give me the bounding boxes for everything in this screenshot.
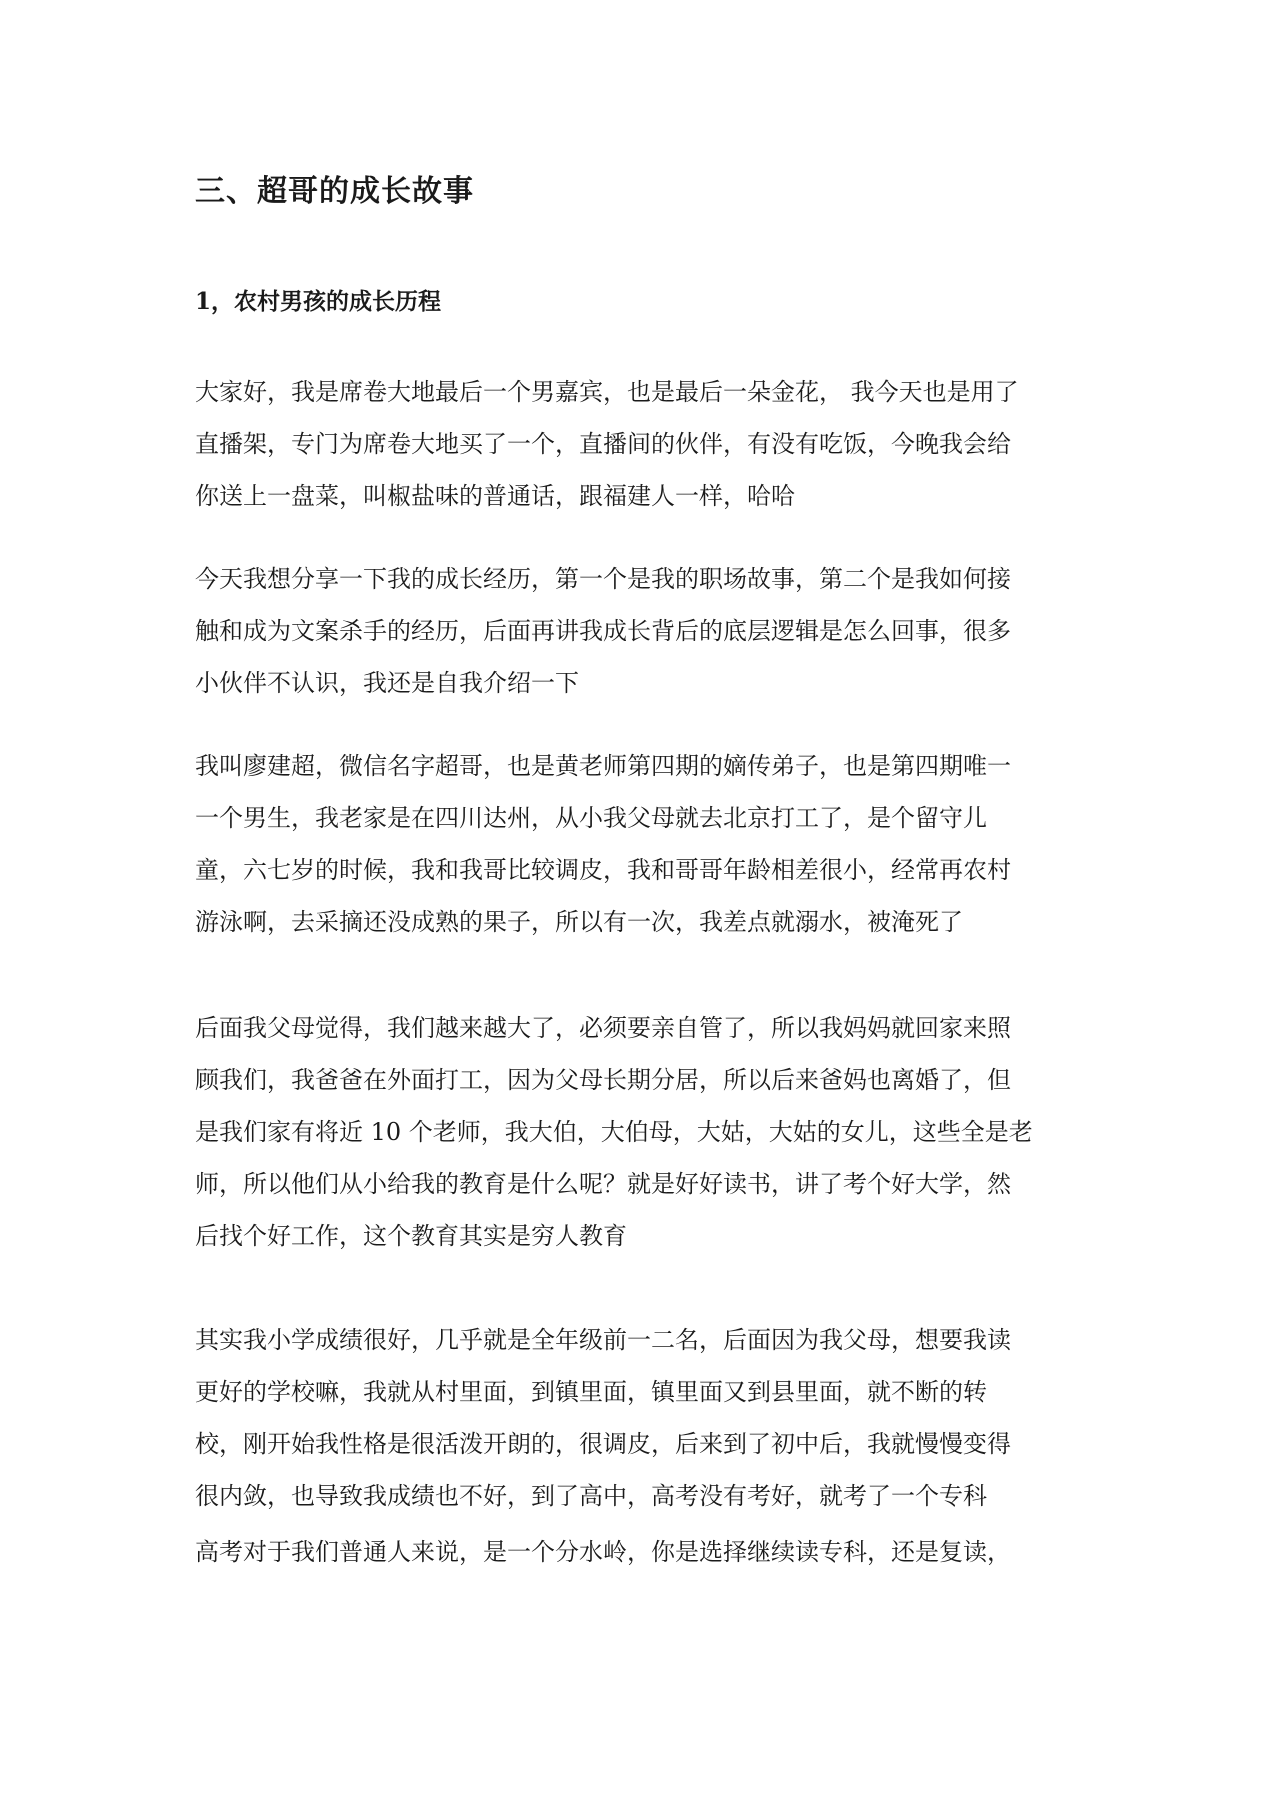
text-line: 大家好，我是席卷大地最后一个男嘉宾，也是最后一朵金花， 我今天也是用了 (195, 378, 1019, 406)
paragraph-family (195, 1002, 1085, 1262)
text-line: 师，所以他们从小给我的教育是什么呢？就是好好读书，讲了考个好大学，然 (195, 1170, 1011, 1198)
paragraph-gaokao (195, 1526, 1085, 1578)
text-line: 直播架，专门为席卷大地买了一个，直播间的伙伴，有没有吃饭，今晚我会给 (195, 430, 1011, 458)
text-line: 很内敛，也导致我成绩也不好，到了高中，高考没有考好，就考了一个专科 (195, 1482, 987, 1510)
text-line: 童，六七岁的时候，我和我哥比较调皮，我和哥哥年龄相差很小，经常再农村 (195, 856, 1011, 884)
text-line: 你送上一盘菜，叫椒盐味的普通话，跟福建人一样，哈哈 (195, 482, 795, 510)
text-line: 高考对于我们普通人来说，是一个分水岭，你是选择继续读专科，还是复读， (195, 1538, 1011, 1566)
paragraph-self-introduction (195, 740, 1085, 948)
text-line: 是我们家有将近 10 个老师，我大伯，大伯母，大姑，大姑的女儿，这些全是老 (195, 1118, 1033, 1146)
paragraph-greeting (195, 366, 1085, 522)
text-line: 其实我小学成绩很好，几乎就是全年级前一二名，后面因为我父母，想要我读 (195, 1326, 1011, 1354)
text-line: 游泳啊，去采摘还没成熟的果子，所以有一次，我差点就溺水，被淹死了 (195, 908, 963, 936)
text-line: 触和成为文案杀手的经历，后面再讲我成长背后的底层逻辑是怎么回事，很多 (195, 617, 1011, 645)
text-line: 更好的学校嘛，我就从村里面，到镇里面，镇里面又到县里面，就不断的转 (195, 1378, 987, 1406)
text-line: 顾我们，我爸爸在外面打工，因为父母长期分居，所以后来爸妈也离婚了，但 (195, 1066, 1011, 1094)
text-line: 后面我父母觉得，我们越来越大了，必须要亲自管了，所以我妈妈就回家来照 (195, 1014, 1011, 1042)
text-line: 后找个好工作，这个教育其实是穷人教育 (195, 1222, 627, 1250)
paragraph-intro (195, 553, 1085, 709)
subsection-heading: 1，农村男孩的成长历程 (195, 288, 442, 315)
text-line: 今天我想分享一下我的成长经历，第一个是我的职场故事，第二个是我如何接 (195, 565, 1011, 593)
paragraph-school (195, 1314, 1085, 1522)
text-line: 校，刚开始我性格是很活泼开朗的，很调皮，后来到了初中后，我就慢慢变得 (195, 1430, 1011, 1458)
section-heading: 三、超哥的成长故事 (195, 174, 474, 209)
text-line: 一个男生，我老家是在四川达州，从小我父母就去北京打工了，是个留守儿 (195, 804, 987, 832)
text-line: 我叫廖建超，微信名字超哥，也是黄老师第四期的嫡传弟子，也是第四期唯一 (195, 752, 1011, 780)
text-line: 小伙伴不认识，我还是自我介绍一下 (195, 669, 579, 697)
